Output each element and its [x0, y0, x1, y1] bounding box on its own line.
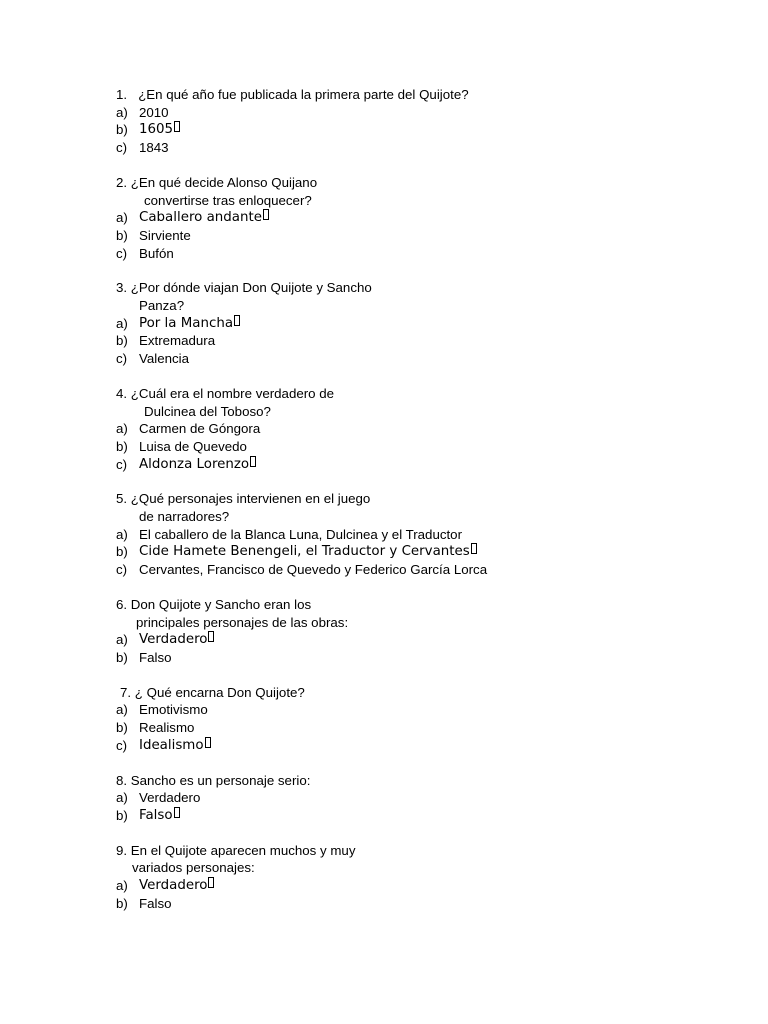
answer-option — [116, 877, 756, 895]
option-text: Valencia — [139, 351, 190, 367]
option-letter: a) — [116, 315, 128, 331]
question-text — [116, 385, 756, 403]
question-text — [116, 684, 756, 702]
question-continuation: convertirse tras enloquecer? — [144, 192, 312, 208]
answer-option — [116, 121, 756, 139]
option-letter: a) — [116, 878, 128, 894]
option-text: Sirviente — [139, 227, 191, 243]
answer-option — [116, 701, 756, 719]
question-block — [116, 684, 756, 755]
answer-option — [116, 332, 756, 350]
answer-option — [116, 245, 756, 263]
question-number: 2. — [116, 174, 128, 190]
question-text — [116, 842, 756, 860]
question-number: 1. — [116, 87, 128, 102]
question-number: 3. — [116, 280, 128, 296]
option-text: Luisa de Quevedo — [139, 438, 247, 454]
question-block — [116, 842, 756, 913]
question-block — [116, 385, 756, 474]
question-number: 9. — [116, 842, 128, 858]
correct-answer-marker-icon — [208, 877, 214, 888]
option-letter: b) — [116, 720, 128, 736]
question-number: 4. — [116, 385, 128, 401]
answer-option — [116, 649, 756, 667]
answer-option — [116, 543, 756, 561]
answer-option — [116, 789, 756, 807]
option-letter: b) — [116, 333, 128, 349]
question-number: 8. — [116, 772, 128, 788]
answer-option — [116, 895, 756, 913]
option-text: Falso — [139, 807, 173, 823]
option-text: Cide Hamete Benengeli, el Traductor y Cervantes — [139, 544, 470, 560]
answer-option — [116, 807, 756, 825]
answer-option — [116, 315, 756, 333]
option-text: Falso — [139, 649, 172, 665]
answer-option — [116, 631, 756, 649]
question-label: En el Quijote aparecen muchos y muy — [130, 842, 356, 858]
correct-answer-marker-icon — [205, 737, 211, 748]
option-letter: a) — [116, 790, 128, 806]
option-letter: b) — [116, 438, 128, 454]
question-block — [116, 86, 756, 157]
correct-answer-marker-icon — [208, 631, 214, 642]
question-label: ¿En qué decide Alonso Quijano — [130, 174, 318, 190]
question-label: ¿En qué año fue publicada la primera parte del Quijote? — [138, 87, 469, 102]
answer-option — [116, 104, 756, 122]
option-letter: a) — [116, 210, 128, 226]
answer-option — [116, 139, 756, 157]
option-text: 2010 — [139, 104, 169, 120]
option-text: Por la Mancha — [139, 315, 234, 331]
answer-option — [116, 561, 756, 579]
option-letter: c) — [116, 737, 128, 753]
question-label: ¿Por dónde viajan Don Quijote y Sancho — [130, 280, 372, 296]
answer-option — [116, 209, 756, 227]
answer-option — [116, 456, 756, 474]
option-letter: a) — [116, 632, 128, 648]
option-text: Verdadero — [139, 632, 208, 648]
correct-answer-marker-icon — [234, 315, 240, 326]
question-label: ¿Qué personajes intervienen en el juego — [130, 491, 371, 507]
option-text: Extremadura — [139, 333, 216, 349]
option-letter: a) — [116, 526, 128, 542]
option-text: Cervantes, Francisco de Quevedo y Federico García Lorca — [139, 562, 488, 578]
option-letter: c) — [116, 562, 128, 578]
question-text — [116, 772, 756, 790]
question-label: ¿Cuál era el nombre verdadero de — [130, 385, 335, 401]
question-number: 6. — [116, 596, 128, 612]
question-number: 5. — [116, 491, 128, 507]
option-text: Bufón — [139, 245, 174, 261]
option-text: Carmen de Góngora — [139, 421, 261, 437]
option-letter: a) — [116, 104, 128, 120]
option-text: El caballero de la Blanca Luna, Dulcinea y el Traductor — [139, 526, 463, 542]
question-label: Don Quijote y Sancho eran los — [130, 596, 312, 612]
question-label: ¿ Qué encarna Don Quijote? — [134, 684, 305, 700]
question-block — [116, 279, 756, 368]
answer-option — [116, 719, 756, 737]
option-letter: b) — [116, 649, 128, 665]
option-text: Caballero andante — [139, 210, 262, 226]
option-letter: c) — [116, 140, 128, 156]
answer-option — [116, 737, 756, 755]
question-text — [116, 490, 756, 508]
option-letter: b) — [116, 807, 128, 823]
answer-option — [116, 420, 756, 438]
option-letter: c) — [116, 456, 128, 472]
question-text — [116, 596, 756, 614]
option-text: Aldonza Lorenzo — [139, 456, 250, 472]
option-letter: a) — [116, 421, 128, 437]
question-text — [116, 86, 756, 104]
answer-option — [116, 350, 756, 368]
question-block — [116, 596, 756, 667]
answer-option — [116, 526, 756, 544]
correct-answer-marker-icon — [174, 121, 180, 132]
answer-option — [116, 438, 756, 456]
question-text — [116, 174, 756, 192]
answer-option — [116, 227, 756, 245]
option-letter: a) — [116, 702, 128, 718]
question-continuation: de narradores? — [139, 509, 230, 525]
correct-answer-marker-icon — [263, 209, 269, 220]
option-text: Falso — [139, 895, 172, 911]
correct-answer-marker-icon — [471, 543, 477, 554]
option-text: Emotivismo — [139, 702, 208, 718]
question-continuation: principales personajes de las obras: — [136, 614, 349, 630]
option-text: Verdadero — [139, 878, 208, 894]
question-continuation: Panza? — [139, 298, 185, 314]
option-letter: b) — [116, 895, 128, 911]
question-block — [116, 772, 756, 825]
question-text — [116, 279, 756, 297]
option-letter: b) — [116, 544, 128, 560]
question-continuation: Dulcinea del Toboso? — [144, 403, 271, 419]
question-continuation: variados personajes: — [132, 860, 255, 876]
question-block — [116, 174, 756, 263]
option-text: Idealismo — [139, 737, 204, 753]
question-label: Sancho es un personaje serio: — [130, 772, 311, 788]
option-text: Verdadero — [139, 790, 201, 806]
option-letter: c) — [116, 245, 128, 261]
quiz-document — [116, 86, 756, 929]
correct-answer-marker-icon — [174, 807, 180, 818]
question-number: 7. — [120, 684, 132, 700]
option-text: Realismo — [139, 720, 195, 736]
option-letter: c) — [116, 351, 128, 367]
option-letter: b) — [116, 227, 128, 243]
option-text: 1605 — [139, 122, 174, 138]
question-block — [116, 490, 756, 579]
correct-answer-marker-icon — [250, 456, 256, 467]
option-letter: b) — [116, 122, 128, 138]
option-text: 1843 — [139, 140, 169, 156]
